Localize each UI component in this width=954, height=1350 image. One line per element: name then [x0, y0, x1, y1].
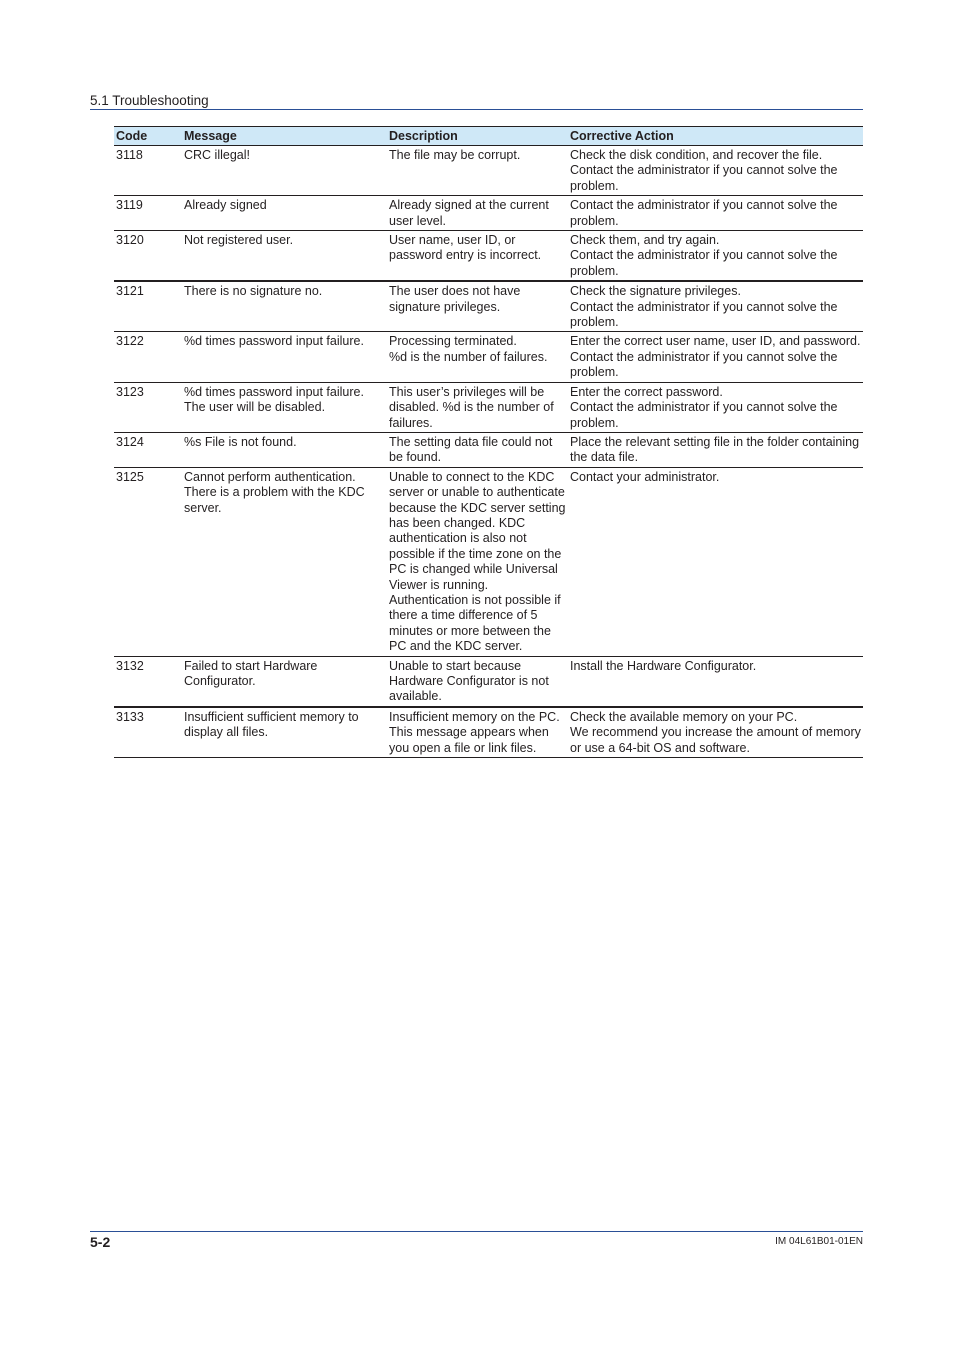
cell-action: Contact your administrator. [568, 467, 863, 656]
cell-action: Contact the administrator if you cannot solve the problem. [568, 196, 863, 231]
table-row [114, 432, 863, 467]
table-row [114, 382, 863, 432]
cell-message: %d times password input failure. The user will be disabled. [182, 382, 387, 432]
cell-code: 3124 [114, 432, 182, 467]
table-row [114, 231, 863, 282]
page-number: 5-2 [90, 1234, 111, 1250]
cell-description: Insufficient memory on the PC. This message appears when you open a file or link files. [387, 707, 568, 758]
cell-description: This user’s privileges will be disabled. %d is the number of failures. [387, 382, 568, 432]
cell-code: 3121 [114, 281, 182, 332]
cell-description: Unable to connect to the KDC server or unable to authenticate because the KDC server setting has been changed. KDC authentication is also not possible if the time zone on the PC is changed while Universal Viewer is running. Authentication is not possible if there a time difference of 5 minutes or more between the PC and the KDC server. [387, 467, 568, 656]
cell-message: %s File is not found. [182, 432, 387, 467]
cell-action: Check the signature privileges. Contact the administrator if you cannot solve the problem. [568, 281, 863, 332]
column-header-code: Code [114, 127, 182, 146]
cell-code: 3120 [114, 231, 182, 282]
cell-message: Insufficient sufficient memory to display all files. [182, 707, 387, 758]
cell-message: Cannot perform authentication. There is a problem with the KDC server. [182, 467, 387, 656]
error-code-table-container [114, 126, 863, 758]
cell-code: 3119 [114, 196, 182, 231]
section-title: 5.1 Troubleshooting [90, 93, 863, 110]
cell-message: Failed to start Hardware Configurator. [182, 656, 387, 707]
table-row [114, 196, 863, 231]
cell-code: 3123 [114, 382, 182, 432]
table-row [114, 281, 863, 332]
table-row [114, 656, 863, 707]
cell-message: Already signed [182, 196, 387, 231]
document-id: IM 04L61B01-01EN [775, 1236, 863, 1247]
table-row [114, 146, 863, 196]
column-header-corrective-action: Corrective Action [568, 127, 863, 146]
column-header-message: Message [182, 127, 387, 146]
cell-code: 3118 [114, 146, 182, 196]
cell-code: 3125 [114, 467, 182, 656]
table-header-row [114, 127, 863, 146]
cell-action: Check the disk condition, and recover the file. Contact the administrator if you cannot solve the problem. [568, 146, 863, 196]
cell-message: CRC illegal! [182, 146, 387, 196]
footer-divider [90, 1231, 863, 1232]
cell-message: Not registered user. [182, 231, 387, 282]
cell-action: Check the available memory on your PC. We recommend you increase the amount of memory or use a 64-bit OS and software. [568, 707, 863, 758]
cell-description: Processing terminated. %d is the number of failures. [387, 332, 568, 382]
cell-code: 3122 [114, 332, 182, 382]
cell-description: The setting data file could not be found. [387, 432, 568, 467]
column-header-description: Description [387, 127, 568, 146]
cell-message: There is no signature no. [182, 281, 387, 332]
cell-description: Already signed at the current user level. [387, 196, 568, 231]
cell-action: Install the Hardware Configurator. [568, 656, 863, 707]
cell-description: User name, user ID, or password entry is incorrect. [387, 231, 568, 282]
cell-description: The user does not have signature privileges. [387, 281, 568, 332]
cell-action: Check them, and try again. Contact the administrator if you cannot solve the problem. [568, 231, 863, 282]
table-row [114, 332, 863, 382]
table-row [114, 707, 863, 758]
cell-action: Place the relevant setting file in the folder containing the data file. [568, 432, 863, 467]
table-row [114, 467, 863, 656]
cell-action: Enter the correct password. Contact the administrator if you cannot solve the problem. [568, 382, 863, 432]
cell-code: 3132 [114, 656, 182, 707]
cell-description: The file may be corrupt. [387, 146, 568, 196]
cell-message: %d times password input failure. [182, 332, 387, 382]
cell-code: 3133 [114, 707, 182, 758]
cell-description: Unable to start because Hardware Configurator is not available. [387, 656, 568, 707]
cell-action: Enter the correct user name, user ID, and password. Contact the administrator if you cannot solve the problem. [568, 332, 863, 382]
error-code-table [114, 126, 863, 758]
